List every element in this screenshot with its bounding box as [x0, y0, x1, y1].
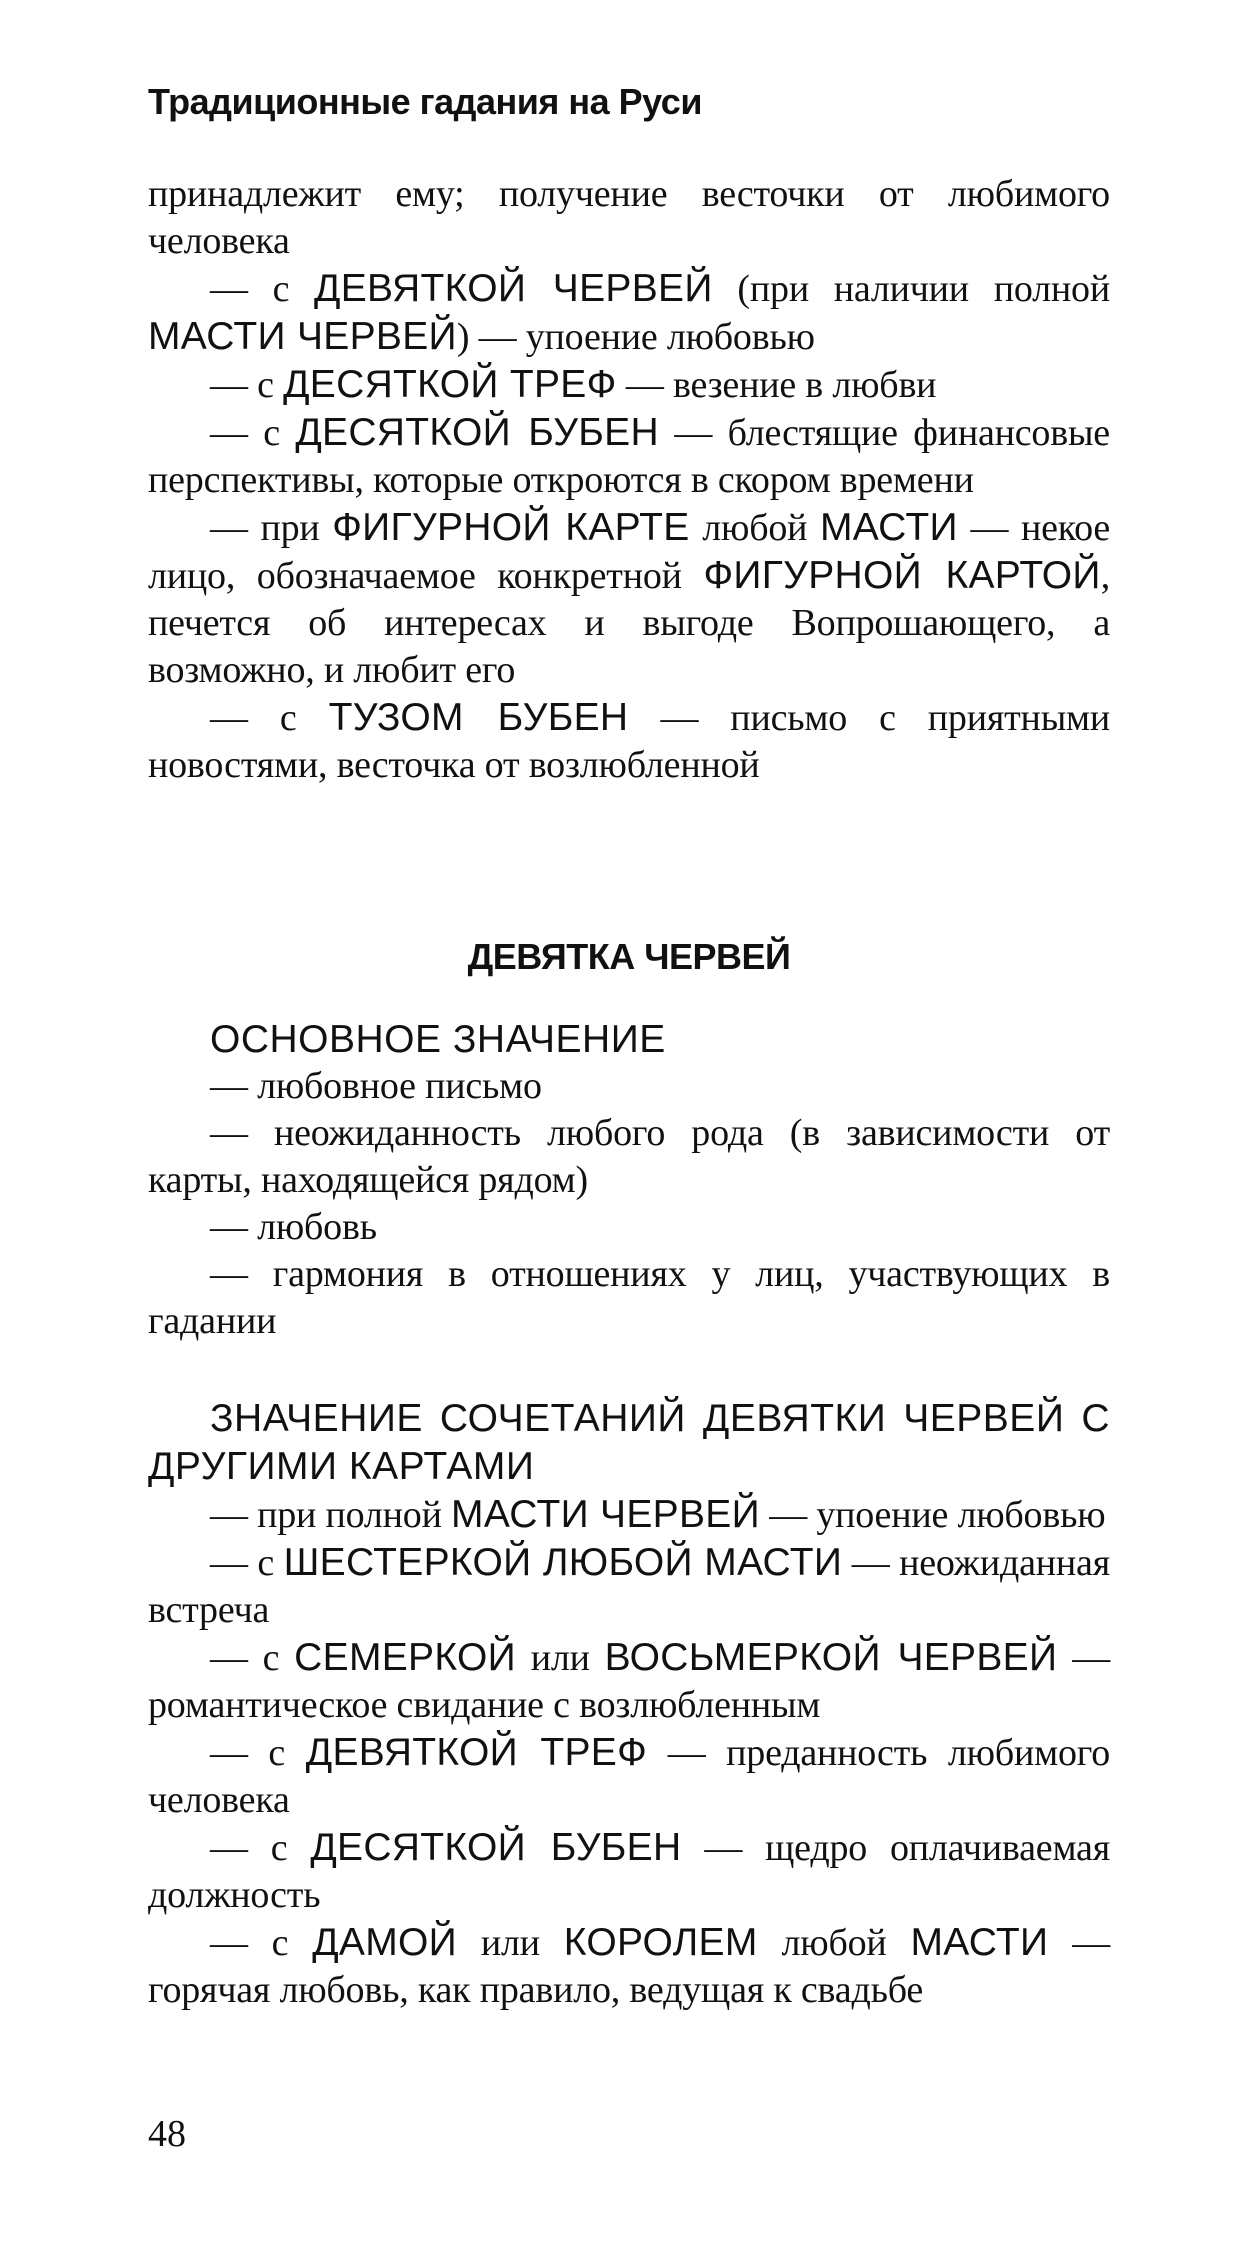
combination-item: — с ШЕСТЕРКОЙ ЛЮБОЙ МАСТИ — неожиданная встреча	[148, 1541, 1110, 1631]
section-title: ДЕВЯТКА ЧЕРВЕЙ	[467, 936, 791, 977]
basic-meaning-heading: ОСНОВНОЕ ЗНАЧЕНИЕ	[210, 1018, 666, 1061]
combinations-heading: ЗНАЧЕНИЕ СОЧЕТАНИЙ ДЕВЯТКИ ЧЕРВЕЙ С ДРУГИМИ КАРТАМИ	[148, 1397, 1110, 1488]
combination-item: — при полной МАСТИ ЧЕРВЕЙ — упоение любовью	[210, 1493, 1106, 1536]
continuation-block	[148, 171, 1110, 789]
meaning-item: — любовное письмо	[210, 1065, 542, 1107]
basic-meaning-block	[148, 1016, 1110, 1345]
combination-item: — с ДЕВЯТКОЙ ЧЕРВЕЙ (при наличии полной МАСТИ ЧЕРВЕЙ) — упоение любовью	[148, 267, 1110, 358]
book-page	[148, 60, 1110, 2014]
combination-item: — с ДЕСЯТКОЙ БУБЕН — блестящие финансовые перспективы, которые откроются в скором времени	[148, 411, 1110, 501]
combination-item: — с СЕМЕРКОЙ или ВОСЬМЕРКОЙ ЧЕРВЕЙ — романтическое свидание с возлюбленным	[148, 1636, 1110, 1726]
combination-item: — с ДЕСЯТКОЙ БУБЕН — щедро оплачиваемая должность	[148, 1826, 1110, 1916]
combination-item: — с ДЕСЯТКОЙ ТРЕФ — везение в любви	[210, 363, 937, 406]
running-head: Традиционные гадания на Руси	[148, 81, 702, 122]
combination-item: — с ТУЗОМ БУБЕН — письмо с приятными новостями, весточка от возлюбленной	[148, 696, 1111, 786]
combination-item: — с ДЕВЯТКОЙ ТРЕФ — преданность любимого человека	[148, 1731, 1110, 1821]
combination-item: — при ФИГУРНОЙ КАРТЕ любой МАСТИ — некое лицо, обозначаемое конкретной ФИГУРНОЙ КАРТОЙ, печется об интересах и выгоде Вопрошающего, а возможно, и любит его	[148, 506, 1111, 691]
continuation-paragraph: принадлежит ему; получение весточки от любимого человека	[148, 173, 1110, 262]
page-number: 48	[148, 2113, 186, 2155]
meaning-item: — неожиданность любого рода (в зависимости от карты, находящейся рядом)	[148, 1112, 1110, 1201]
meaning-item: — гармония в отношениях у лиц, участвующих в гадании	[148, 1253, 1110, 1342]
meaning-item: — любовь	[210, 1206, 377, 1248]
combination-item: — с ДАМОЙ или КОРОЛЕМ любой МАСТИ — горячая любовь, как правило, ведущая к свадьбе	[148, 1921, 1111, 2011]
combinations-block	[148, 1395, 1110, 2014]
